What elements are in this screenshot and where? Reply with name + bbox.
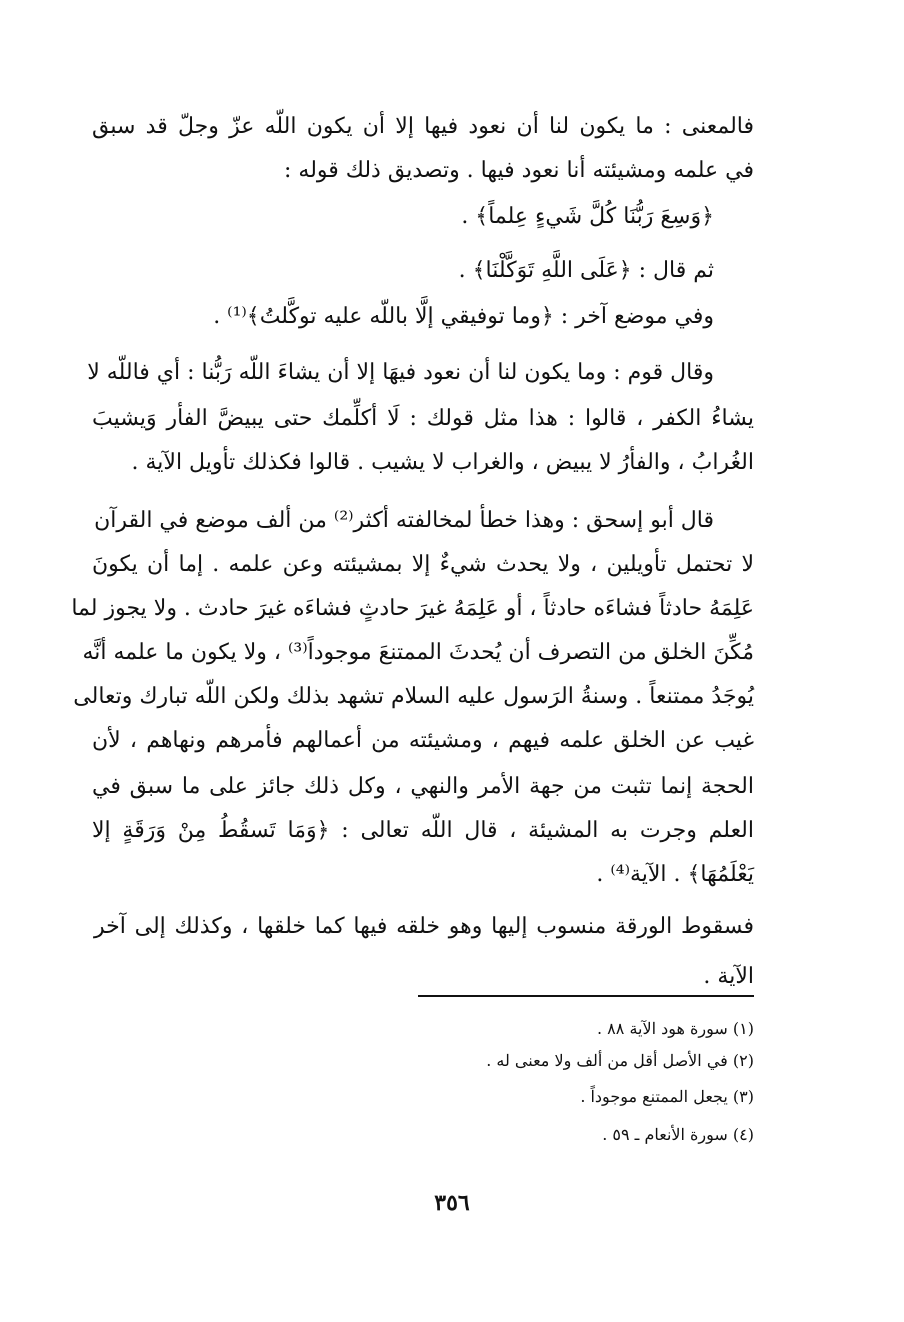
text-line-16: العلم وجرت به المشيئة ، قال اللّه تعالى : ﴿وَمَا تَسقُطُ مِنْ وَرَقَةٍ إلا <box>92 818 754 843</box>
page-number: ٣٥٦ <box>434 1190 470 1216</box>
footnote-1: (١) سورة هود الآية ٨٨ . <box>597 1019 754 1038</box>
text-line-12: مُكِّنَ الخلق من التصرف أن يُحدثَ الممتنعَ موجوداً⁽³⁾ ، ولا يكون ما علمه أنَّه <box>82 640 754 665</box>
text-line-8: الغُرابُ ، والفأرُ لا يبيض ، والغراب لا يشيب . قالوا فكذلك تأويل الآية . <box>131 450 754 475</box>
text-line-6: وقال قوم : وما يكون لنا أن نعود فيهَا إلا أن يشاءَ اللّه رَبُّنا : أي فاللّه لا <box>87 360 714 385</box>
quran-quote-1: ﴿وَسِعَ رَبُّنَا كُلَّ شَيءٍ عِلماً﴾ . <box>461 204 714 229</box>
quran-quote-2: ثم قال : ﴿عَلَى اللَّهِ تَوَكَّلْنَا﴾ . <box>458 258 714 283</box>
footnote-2: (٢) في الأصل أقل من ألف ولا معنى له . <box>486 1051 754 1070</box>
text-line-7: يشاءُ الكفر ، قالوا : هذا مثل قولك : لَا أكلِّمك حتى يبيضَّ الفأر وَيشيبَ <box>92 406 754 431</box>
text-line-17: يَعْلَمُهَا﴾ . الآية⁽⁴⁾ . <box>596 862 754 887</box>
text-line-15: الحجة إنما تثبت من جهة الأمر والنهي ، وكل ذلك جائز على ما سبق في <box>92 774 754 799</box>
text-line-10: لا تحتمل تأويلين ، ولا يحدث شيءٌ إلا بمشيئته وعن علمه . إما أن يكونَ <box>92 552 754 577</box>
text-line-13: يُوجَدُ ممتنعاً . وسنةُ الرَسول عليه السلام تشهد بذلك ولكن اللّه تبارك وتعالى <box>73 684 754 709</box>
quran-quote-3: وفي موضع آخر : ﴿وما توفيقي إلَّا باللّه عليه توكَّلتُ﴾⁽¹⁾ . <box>213 304 714 329</box>
text-line-9: قال أبو إسحق : وهذا خطأ لمخالفته أكثر⁽²⁾ من ألف موضع في القرآن <box>94 508 714 533</box>
footnote-divider <box>418 995 754 997</box>
text-line-11: عَلِمَهُ حادثاً فشاءَه حادثاً ، أو عَلِمَهُ غيرَ حادثٍ فشاءَه غيرَ حادث . ولا يجوز لما <box>71 596 754 621</box>
footnote-3: (٣) يجعل الممتنع موجوداً . <box>580 1087 754 1106</box>
footnote-4: (٤) سورة الأنعام ـ ٥٩ . <box>602 1125 754 1144</box>
text-line-18: فسقوط الورقة منسوب إليها وهو خلقه فيها كما خلقها ، وكذلك إلى آخر <box>94 914 754 939</box>
text-line-1: فالمعنى : ما يكون لنا أن نعود فيها إلا أن يكون اللّه عزّ وجلّ قد سبق <box>92 114 754 139</box>
text-line-2: في علمه ومشيئته أنا نعود فيها . وتصديق ذلك قوله : <box>284 158 754 183</box>
text-line-14: غيب عن الخلق علمه فيهم ، ومشيئته من أعمالهم فأمرهم ونهاهم ، لأن <box>92 728 754 753</box>
text-line-19: الآية . <box>703 964 754 989</box>
